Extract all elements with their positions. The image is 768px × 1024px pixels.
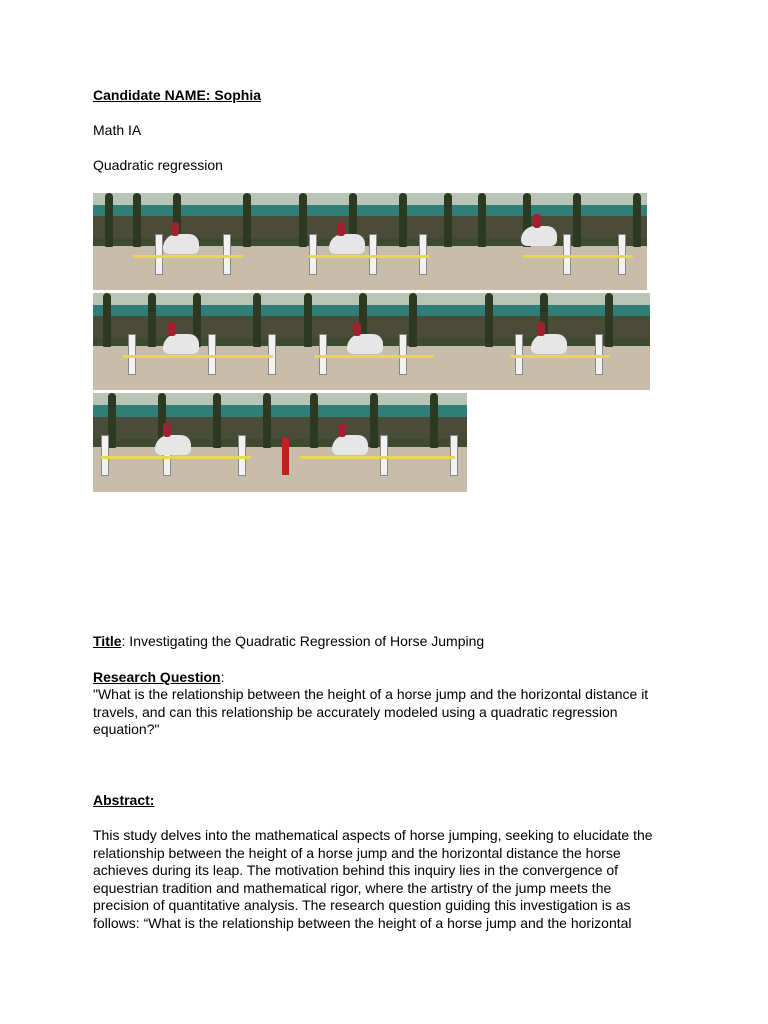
horse-jump-photo-row-1 [93,193,647,290]
abstract-text: This study delves into the mathematical aspects of horse jumping, seeking to elucidate the relationship between the height of a horse jump and the horizontal distance the horse achieves during its leap. The motivation behind this inquiry lies in the convergence of equestrian tradition and mathematical rigor, where the artistry of the jump meets the precision of quantitative analysis. The research question guiding this investigation is as follows: “What is the relationship between the height of a horse jump and the horizontal [93,827,653,931]
horse-jump-photo-row-2 [93,293,650,390]
horse-jump-photo [463,193,647,290]
candidate-name: Candidate NAME: Sophia [93,87,262,103]
horse-jump-photo [93,393,280,492]
horse-jump-photo [279,193,463,290]
research-question-heading [93,669,683,687]
subject-line: Math IA [93,122,142,138]
abstract-heading: Abstract: [93,792,155,808]
horse-jump-photo [279,293,465,390]
horse-jump-photo [93,193,279,290]
research-question-colon: : [220,669,225,685]
horse-jump-photo [280,393,467,492]
research-question-text: "What is the relationship between the height of a horse jump and the horizontal distance it travels, and can this relationship be accurately modeled using a quadratic regression equation?" [93,686,649,737]
topic-line: Quadratic regression [93,157,223,173]
research-question-label: Research Question [93,669,221,685]
title-label: Title [93,633,122,649]
horse-jump-photo [465,293,650,390]
horse-jump-photo [93,293,279,390]
title-text: : Investigating the Quadratic Regression of Horse Jumping [121,633,485,649]
title-line [93,633,683,651]
horse-jump-photo-row-3 [93,393,467,492]
